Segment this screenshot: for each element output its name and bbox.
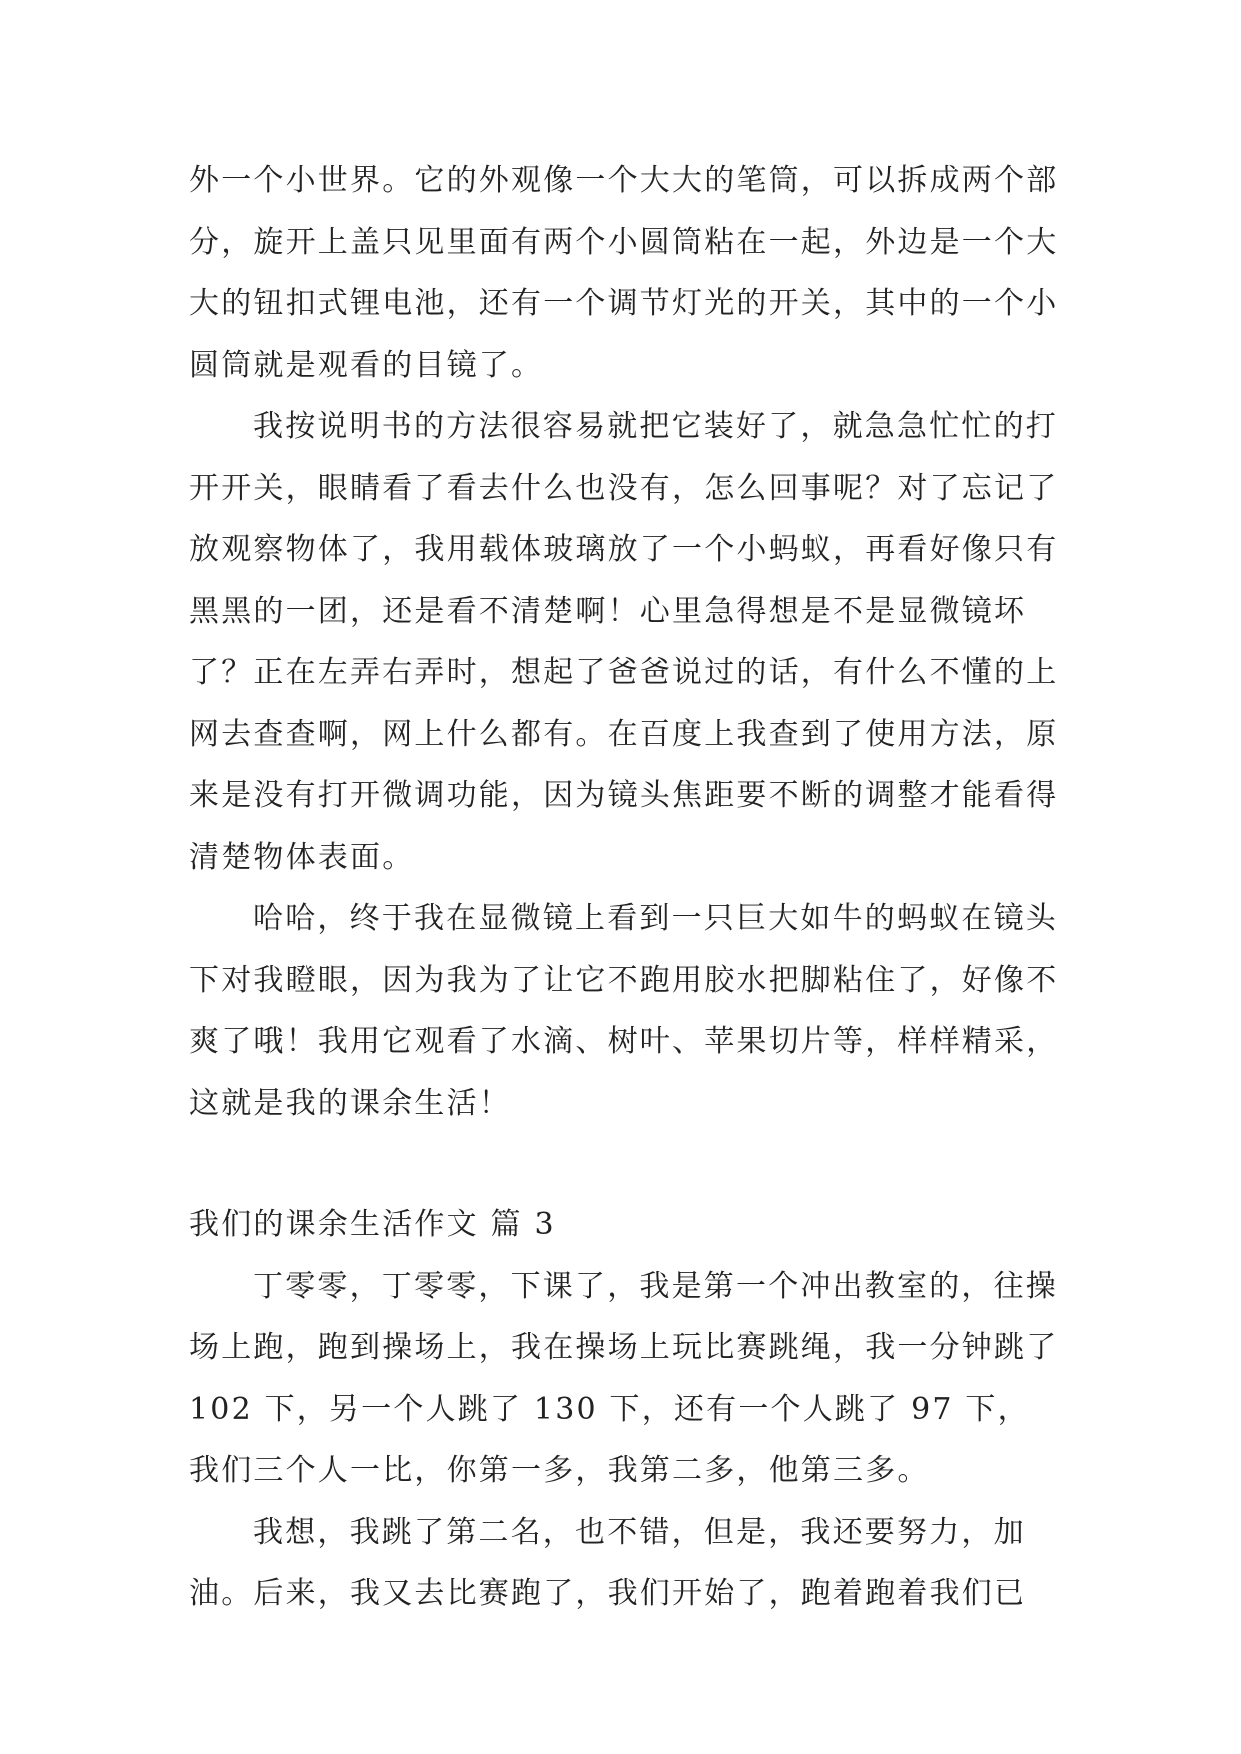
paragraph-2: 我按说明书的方法很容易就把它装好了，就急急忙忙的打开开关，眼睛看了看去什么也没有，怎么回事呢？对了忘记了放观察物体了，我用载体玻璃放了一个小蚂蚁，再看好像只有黑黑的一团，还是看不清楚啊！心里急得想是不是显微镜坏了？正在左弄右弄时，想起了爸爸说过的话，有什么不懂的上网去查查啊，网上什么都有。在百度上我查到了使用方法，原来是没有打开微调功能，因为镜头焦距要不断的调整才能看得清楚物体表面。 [189,409,1059,875]
paragraph-1: 外一个小世界。它的外观像一个大大的笔筒，可以拆成两个部分，旋开上盖只见里面有两个小圆筒粘在一起，外边是一个大大的钮扣式锂电池，还有一个调节灯光的开关，其中的一个小圆筒就是观看的目镜了。 [189,163,1059,383]
section-title: 我们的课余生活作文 篇 3 [189,1207,556,1242]
document-body [189,150,1059,1625]
paragraph-5: 我想，我跳了第二名，也不错，但是，我还要努力，加油。后来，我又去比赛跑了，我们开始了，跑着跑着我们已 [189,1514,1027,1611]
paragraph-4: 丁零零，丁零零，下课了，我是第一个冲出教室的，往操场上跑，跑到操场上，我在操场上玩比赛跳绳，我一分钟跳了 102 下，另一个人跳了 130 下，还有一个人跳了 97 下，我们三个人一比，你第一多，我第二多，他第三多。 [189,1268,1059,1488]
paragraph-3: 哈哈，终于我在显微镜上看到一只巨大如牛的蚂蚁在镜头下对我瞪眼，因为我为了让它不跑用胶水把脚粘住了，好像不爽了哦！我用它观看了水滴、树叶、苹果切片等，样样精采，这就是我的课余生活！ [189,901,1059,1121]
